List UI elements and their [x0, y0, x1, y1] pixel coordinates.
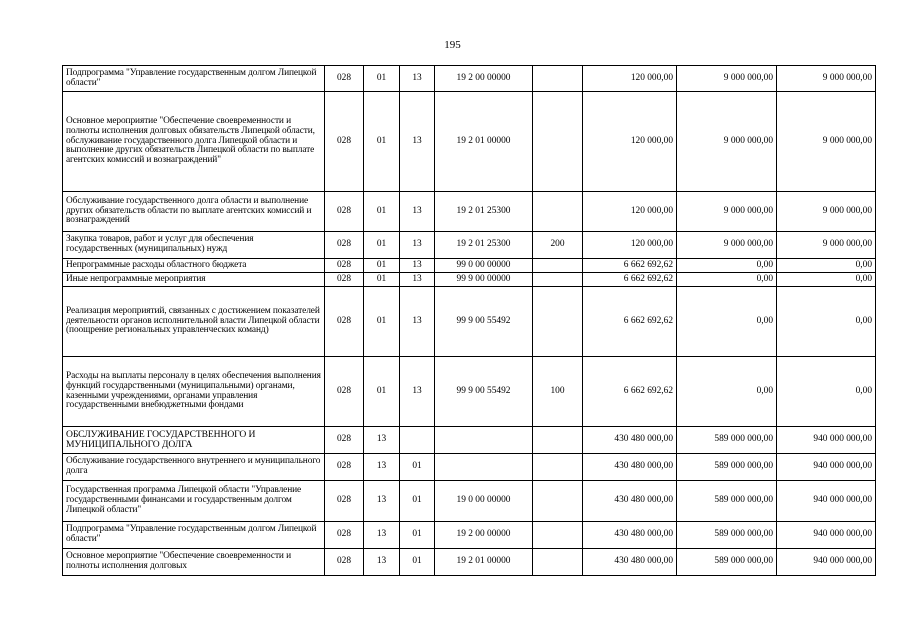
row-subsection: 13	[400, 92, 435, 192]
row-code: 028	[325, 287, 364, 357]
row-code: 028	[325, 259, 364, 273]
row-name: Подпрограмма "Управление государственным долгом Липецкой области"	[63, 66, 325, 92]
table-row	[63, 259, 876, 273]
row-code: 028	[325, 192, 364, 232]
row-type	[533, 192, 583, 232]
row-value-1: 430 480 000,00	[583, 481, 677, 522]
row-value-2: 589 000 000,00	[677, 427, 777, 454]
row-subsection: 13	[400, 192, 435, 232]
row-name: Основное мероприятие "Обеспечение своевременности и полноты исполнения долговых	[63, 549, 325, 576]
row-target: 99 9 00 55492	[435, 357, 533, 427]
row-section: 01	[364, 287, 400, 357]
row-value-2: 589 000 000,00	[677, 454, 777, 481]
row-section: 01	[364, 273, 400, 287]
row-value-3: 9 000 000,00	[777, 92, 876, 192]
row-value-3: 0,00	[777, 287, 876, 357]
table-row	[63, 192, 876, 232]
row-code: 028	[325, 549, 364, 576]
row-target	[435, 454, 533, 481]
row-value-1: 430 480 000,00	[583, 427, 677, 454]
table-body	[63, 66, 876, 576]
row-value-2: 0,00	[677, 287, 777, 357]
row-target: 19 2 01 25300	[435, 192, 533, 232]
table-row	[63, 232, 876, 259]
row-subsection: 13	[400, 232, 435, 259]
row-target: 99 9 00 00000	[435, 273, 533, 287]
page-number: 195	[444, 39, 461, 51]
row-code: 028	[325, 232, 364, 259]
row-target: 99 0 00 00000	[435, 259, 533, 273]
row-name: Основное мероприятие "Обеспечение своевременности и полноты исполнения долговых обязательств Липецкой области, обслуживание государственного долга Липецкой области и выполнение других обязательств Липецкой области по выплате агентских комиссий и вознаграждений"	[63, 92, 325, 192]
row-value-3: 9 000 000,00	[777, 232, 876, 259]
row-target: 19 0 00 00000	[435, 481, 533, 522]
row-code: 028	[325, 92, 364, 192]
row-code: 028	[325, 522, 364, 549]
row-section: 01	[364, 192, 400, 232]
row-value-1: 6 662 692,62	[583, 357, 677, 427]
row-target: 19 2 00 00000	[435, 66, 533, 92]
row-value-2: 9 000 000,00	[677, 66, 777, 92]
row-code: 028	[325, 357, 364, 427]
row-value-3: 940 000 000,00	[777, 454, 876, 481]
row-target: 99 9 00 55492	[435, 287, 533, 357]
row-target: 19 2 01 25300	[435, 232, 533, 259]
row-name: Реализация мероприятий, связанных с достижением показателей деятельности органов исполнительной власти Липецкой области (поощрение региональных управленческих команд)	[63, 287, 325, 357]
row-target: 19 2 01 00000	[435, 92, 533, 192]
row-name: Государственная программа Липецкой области "Управление государственными финансами и государственным долгом Липецкой области"	[63, 481, 325, 522]
row-name: Непрограммные расходы областного бюджета	[63, 259, 325, 273]
row-subsection: 13	[400, 273, 435, 287]
table-row	[63, 549, 876, 576]
row-section: 13	[364, 427, 400, 454]
row-value-1: 430 480 000,00	[583, 454, 677, 481]
row-value-2: 0,00	[677, 357, 777, 427]
row-code: 028	[325, 454, 364, 481]
row-subsection: 13	[400, 287, 435, 357]
row-code: 028	[325, 481, 364, 522]
row-name: Подпрограмма "Управление государственным долгом Липецкой области"	[63, 522, 325, 549]
row-value-1: 120 000,00	[583, 92, 677, 192]
row-type: 200	[533, 232, 583, 259]
row-section: 01	[364, 92, 400, 192]
row-type	[533, 549, 583, 576]
row-value-2: 9 000 000,00	[677, 192, 777, 232]
row-subsection: 13	[400, 259, 435, 273]
row-section: 13	[364, 549, 400, 576]
row-subsection: 01	[400, 549, 435, 576]
row-code: 028	[325, 427, 364, 454]
table-row	[63, 454, 876, 481]
row-name: Обслуживание государственного внутреннего и муниципального долга	[63, 454, 325, 481]
table-row	[63, 66, 876, 92]
row-value-3: 9 000 000,00	[777, 192, 876, 232]
row-type	[533, 259, 583, 273]
row-name: ОБСЛУЖИВАНИЕ ГОСУДАРСТВЕННОГО И МУНИЦИПАЛЬНОГО ДОЛГА	[63, 427, 325, 454]
row-value-3: 0,00	[777, 357, 876, 427]
row-section: 01	[364, 232, 400, 259]
row-target	[435, 427, 533, 454]
row-value-1: 120 000,00	[583, 66, 677, 92]
row-code: 028	[325, 66, 364, 92]
table-row	[63, 522, 876, 549]
row-section: 01	[364, 66, 400, 92]
row-value-3: 0,00	[777, 259, 876, 273]
row-value-1: 430 480 000,00	[583, 549, 677, 576]
row-subsection: 01	[400, 454, 435, 481]
row-type	[533, 66, 583, 92]
row-type	[533, 273, 583, 287]
row-type	[533, 427, 583, 454]
row-name: Расходы на выплаты персоналу в целях обеспечения выполнения функций государственными (муниципальными) органами, казенными учреждениями, органами управления государственными внебюджетными фондами	[63, 357, 325, 427]
row-value-2: 0,00	[677, 259, 777, 273]
row-section: 01	[364, 357, 400, 427]
row-code: 028	[325, 273, 364, 287]
row-type	[533, 287, 583, 357]
row-value-1: 120 000,00	[583, 232, 677, 259]
row-target: 19 2 01 00000	[435, 549, 533, 576]
row-name: Закупка товаров, работ и услуг для обеспечения государственных (муниципальных) нужд	[63, 232, 325, 259]
row-type: 100	[533, 357, 583, 427]
row-value-2: 9 000 000,00	[677, 92, 777, 192]
row-value-1: 430 480 000,00	[583, 522, 677, 549]
row-value-3: 0,00	[777, 273, 876, 287]
row-type	[533, 92, 583, 192]
row-value-1: 6 662 692,62	[583, 273, 677, 287]
row-type	[533, 481, 583, 522]
row-value-3: 9 000 000,00	[777, 66, 876, 92]
row-value-2: 589 000 000,00	[677, 481, 777, 522]
row-value-3: 940 000 000,00	[777, 427, 876, 454]
table-row	[63, 92, 876, 192]
row-subsection: 01	[400, 481, 435, 522]
row-subsection: 13	[400, 66, 435, 92]
row-value-1: 120 000,00	[583, 192, 677, 232]
row-subsection: 01	[400, 522, 435, 549]
row-type	[533, 454, 583, 481]
table-row	[63, 273, 876, 287]
table-row	[63, 481, 876, 522]
row-value-1: 6 662 692,62	[583, 287, 677, 357]
table-row	[63, 427, 876, 454]
row-subsection	[400, 427, 435, 454]
row-subsection: 13	[400, 357, 435, 427]
row-target: 19 2 00 00000	[435, 522, 533, 549]
row-value-3: 940 000 000,00	[777, 481, 876, 522]
row-name: Иные непрограммные мероприятия	[63, 273, 325, 287]
row-value-2: 589 000 000,00	[677, 549, 777, 576]
row-value-1: 6 662 692,62	[583, 259, 677, 273]
row-value-2: 0,00	[677, 273, 777, 287]
table-row	[63, 287, 876, 357]
row-value-2: 9 000 000,00	[677, 232, 777, 259]
row-value-3: 940 000 000,00	[777, 549, 876, 576]
row-section: 13	[364, 522, 400, 549]
row-section: 01	[364, 259, 400, 273]
row-value-2: 589 000 000,00	[677, 522, 777, 549]
row-section: 13	[364, 454, 400, 481]
table-row	[63, 357, 876, 427]
budget-table	[62, 65, 876, 576]
row-value-3: 940 000 000,00	[777, 522, 876, 549]
row-section: 13	[364, 481, 400, 522]
row-name: Обслуживание государственного долга области и выполнение других обязательств области по выплате агентских комиссий и вознаграждений	[63, 192, 325, 232]
row-type	[533, 522, 583, 549]
